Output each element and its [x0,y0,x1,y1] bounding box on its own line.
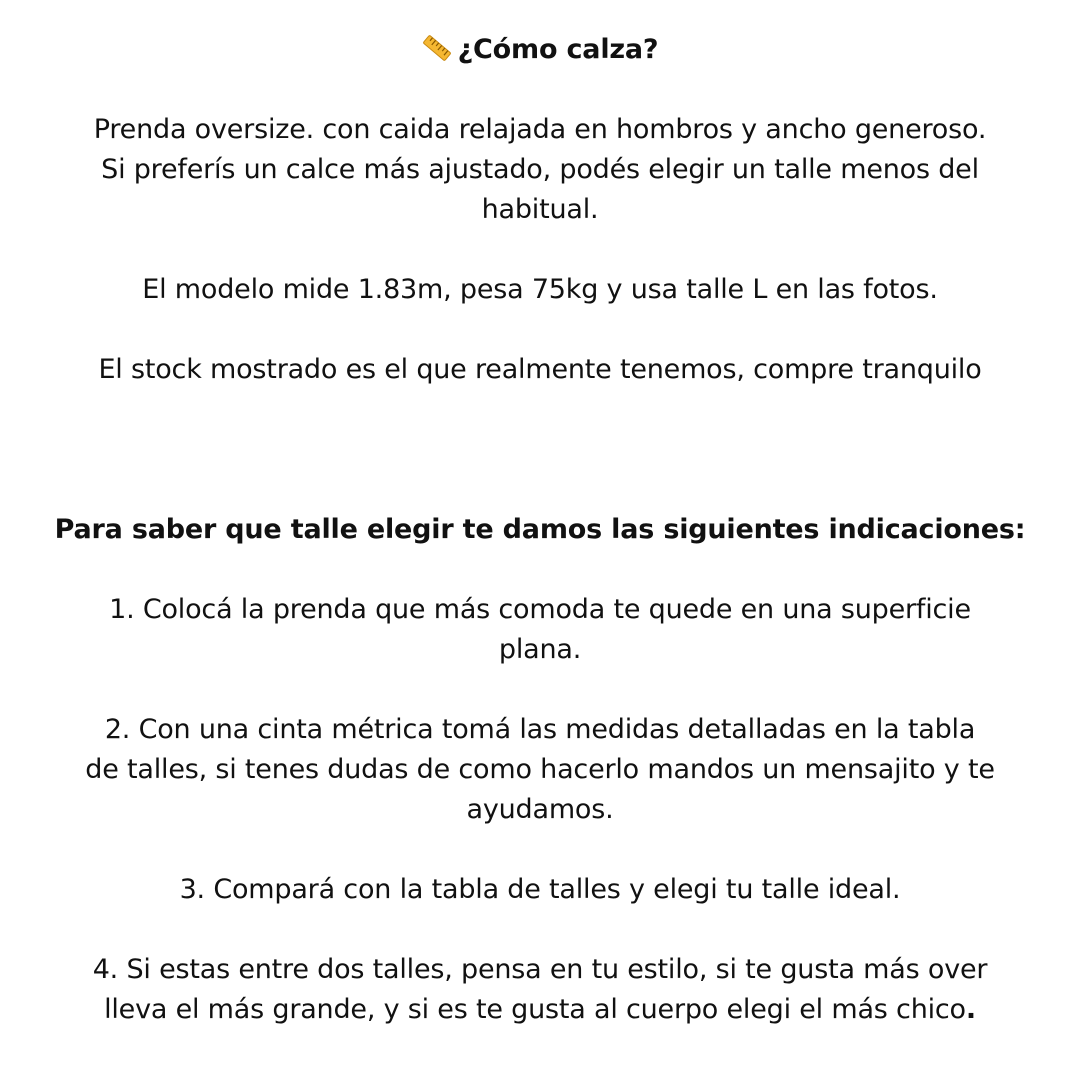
step-4-line-2 [20,990,1060,1030]
intro-line-2: Si preferís un calce más ajustado, podés elegir un talle menos del [101,154,979,185]
step-4-line-2-text: lleva el más grande, y si es te gusta al cuerpo elegi el más chico [104,994,966,1025]
page-title-row [20,30,1060,70]
page-title: ¿Cómo calza? [457,34,659,65]
step-1-line-2: plana. [498,634,582,665]
ruler-icon [422,33,452,63]
intro-line-3: habitual. [481,194,599,225]
intro-line-1: Prenda oversize. con caida relajada en hombros y ancho generoso. [93,114,987,145]
stock-note: El stock mostrado es el que realmente tenemos, compre tranquilo [98,354,982,385]
instructions-heading: Para saber que talle elegir te damos las siguientes indicaciones: [54,514,1026,545]
step-2-line-3: ayudamos. [466,794,614,825]
model-info: El modelo mide 1.83m, pesa 75kg y usa talle L en las fotos. [142,274,938,305]
step-3-line-1: 3. Compará con la tabla de talles y elegi tu talle ideal. [179,874,901,905]
step-4-line-1: 4. Si estas entre dos talles, pensa en tu estilo, si te gusta más over [92,954,988,985]
step-1-line-1: 1. Colocá la prenda que más comoda te quede en una superficie [109,594,971,625]
step-2-line-2: de talles, si tenes dudas de como hacerlo mandos un mensajito y te [85,754,995,785]
step-2-line-1: 2. Con una cinta métrica tomá las medidas detalladas en la tabla [104,714,976,745]
step-4-end-period: . [965,994,976,1025]
